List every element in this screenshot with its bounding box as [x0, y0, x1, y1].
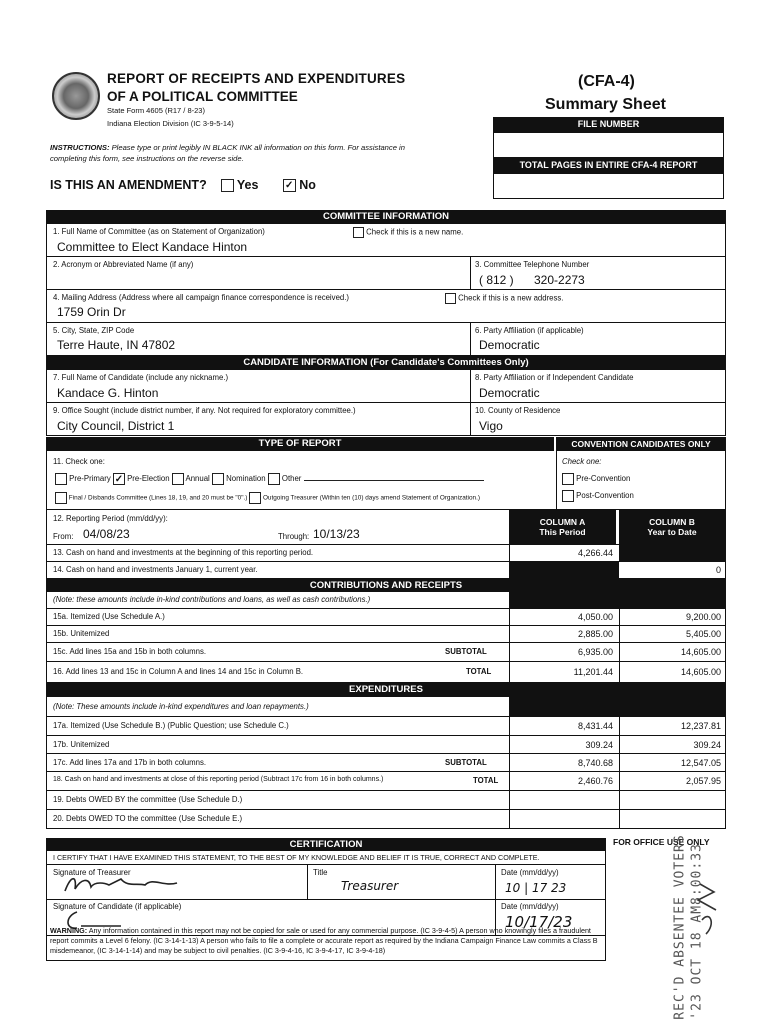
- new-name-label: Check if this is a new name.: [366, 227, 464, 237]
- date-label: Date (mm/dd/yy): [501, 868, 559, 877]
- state-seal: [52, 72, 100, 120]
- candidate-name-row: [46, 370, 726, 403]
- new-name-checkbox[interactable]: [353, 227, 364, 238]
- committee-acronym-row: [46, 257, 726, 290]
- amendment-yes-label: Yes: [236, 178, 259, 192]
- stamp-line2: '23 OCT 18 AM8:00:33: [689, 843, 705, 1020]
- pre-election-checkbox[interactable]: ✓: [114, 474, 124, 485]
- final-outgoing-row: [55, 492, 480, 504]
- expenditures-header: EXPENDITURES: [46, 683, 726, 697]
- line-20-label: 20. Debts OWED TO the committee (Use Schedule E.): [53, 814, 243, 823]
- received-stamp: [636, 834, 726, 1020]
- form-name: Summary Sheet: [545, 96, 666, 113]
- expenditures-note-blocked: [509, 697, 725, 716]
- line-13-row: [46, 545, 726, 562]
- new-name-checkbox-row: [353, 227, 463, 238]
- line-18-tag: TOTAL: [473, 776, 499, 785]
- pre-primary-checkbox[interactable]: [55, 473, 67, 485]
- line-17b-label: 17b. Unitemized: [53, 740, 110, 749]
- committee-city-row: [46, 323, 726, 356]
- column-a-title: COLUMN A: [539, 517, 586, 527]
- candidate-party[interactable]: Democratic: [479, 386, 540, 400]
- line-14-col-b[interactable]: 0: [715, 565, 721, 575]
- form-title-line1: REPORT OF RECEIPTS AND EXPENDITURES: [107, 71, 406, 86]
- office-row: [46, 403, 726, 436]
- line-19-label: 19. Debts OWED BY the committee (Use Schedule D.): [53, 795, 243, 804]
- county[interactable]: Vigo: [479, 419, 503, 433]
- reporting-period-row: [46, 510, 726, 545]
- amendment-row: [50, 178, 316, 192]
- warning: [50, 926, 608, 956]
- candidate-name[interactable]: Kandace G. Hinton: [57, 386, 159, 400]
- date2-label: Date (mm/dd/yy): [501, 902, 559, 911]
- amendment-no-checkbox[interactable]: ✓: [283, 179, 296, 192]
- contributions-note-row: [46, 592, 726, 609]
- office-label: 9. Office Sought (include district number, if any. Not required for exploratory committee.): [53, 406, 356, 415]
- candidate-signature-label: Signature of Candidate (if applicable): [53, 902, 182, 911]
- pre-convention-checkbox[interactable]: [562, 473, 574, 485]
- post-convention-row: [562, 490, 634, 502]
- line-15a-label: 15a. Itemized (Use Schedule A.): [53, 612, 165, 621]
- candidate-party-label: 8. Party Affiliation or if Independent Candidate: [475, 373, 634, 382]
- new-address-checkbox[interactable]: [445, 293, 456, 304]
- outgoing-treasurer-label: Outgoing Treasurer (Within ten (10) days amend Statement of Organization.): [262, 494, 480, 502]
- line-15a-col-b[interactable]: 9,200.00: [685, 612, 721, 622]
- period-from[interactable]: 04/08/23: [83, 527, 130, 541]
- line-18-label: 18. Cash on hand and investments at close of this reporting period (Subtract 17c from 16 in both columns.): [53, 776, 384, 783]
- final-disbands-label: Final / Disbands Committee (Lines 18, 19, and 20 must be "0".): [68, 494, 248, 502]
- pre-convention-label: Pre-Convention: [576, 474, 631, 484]
- option-pre-election: Pre-Election: [127, 474, 170, 484]
- from-label: From:: [53, 532, 74, 541]
- final-disbands-checkbox[interactable]: [55, 492, 67, 504]
- line-15c-col-a[interactable]: 6,935.00: [577, 647, 613, 657]
- option-nomination: Nomination: [226, 474, 266, 484]
- other-field[interactable]: [304, 480, 484, 481]
- county-label: 10. County of Residence: [475, 406, 561, 415]
- address-label: 4. Mailing Address (Address where all campaign finance correspondence is received.): [53, 293, 349, 302]
- candidate-header: CANDIDATE INFORMATION (For Candidate's Committees Only): [46, 356, 726, 370]
- office-sought[interactable]: City Council, District 1: [57, 419, 175, 433]
- amendment-yes-checkbox[interactable]: [221, 179, 234, 192]
- line-20-row: [46, 810, 726, 829]
- line-13-label: 13. Cash on hand and investments at the beginning of this reporting period.: [53, 548, 314, 557]
- treasurer-signature-label: Signature of Treasurer: [53, 868, 131, 877]
- line-17a-col-a[interactable]: 8,431.44: [577, 721, 613, 731]
- certification-header: CERTIFICATION: [46, 838, 606, 851]
- committee-party[interactable]: Democratic: [479, 338, 540, 352]
- conv-check-one: Check one:: [562, 457, 602, 466]
- instructions-text: Please type or print legibly IN BLACK INK all information on this form. For assistance in completing this form, see instructions on the reverse side.: [50, 143, 405, 163]
- line-14-label: 14. Cash on hand and investments January 1, current year.: [53, 565, 258, 574]
- amendment-no-label: No: [299, 178, 316, 192]
- committee-address-row: [46, 290, 726, 323]
- instructions-label: INSTRUCTIONS:: [50, 143, 110, 152]
- file-number-field[interactable]: [493, 132, 724, 158]
- line-15a-col-a[interactable]: 4,050.00: [577, 612, 613, 622]
- line-17c-row: [46, 754, 726, 772]
- expenditures-note-row: [46, 697, 726, 717]
- line-19-row: [46, 791, 726, 810]
- city-label: 5. City, State, ZIP Code: [53, 326, 135, 335]
- line-16-row: [46, 662, 726, 683]
- line-16-col-a[interactable]: 11,201.44: [573, 667, 613, 677]
- line-15c-row: [46, 643, 726, 662]
- title-value[interactable]: Treasurer: [341, 879, 399, 893]
- committee-name-label: 1. Full Name of Committee (as on Statement of Organization): [53, 227, 265, 236]
- line-17c-col-b[interactable]: 12,547.05: [680, 758, 721, 768]
- election-division: Indiana Election Division (IC 3-9-5-14): [107, 119, 234, 128]
- expenditures-note: (Note: These amounts include in-kind expenditures and loan repayments.): [53, 702, 309, 711]
- type-of-report-header: TYPE OF REPORT: [46, 437, 554, 451]
- through-label: Through:: [278, 532, 310, 541]
- period-label: 12. Reporting Period (mm/dd/yy):: [53, 514, 168, 523]
- line-15b-col-b[interactable]: 5,405.00: [685, 629, 721, 639]
- treasurer-signature[interactable]: [61, 873, 201, 897]
- line-14-col-a-blocked: [509, 562, 619, 578]
- column-b-header: [619, 510, 725, 544]
- state-form-number: State Form 4605 (R17 / 8-23): [107, 106, 205, 115]
- total-pages-label: TOTAL PAGES IN ENTIRE CFA-4 REPORT: [493, 158, 724, 173]
- office-use-label: FOR OFFICE USE ONLY: [613, 837, 710, 847]
- stamp-line1: REC'D ABSENTEE VOTERS: [672, 834, 688, 1020]
- committee-name-row: [46, 224, 726, 257]
- line-16-col-b[interactable]: 14,605.00: [680, 667, 721, 677]
- committee-name[interactable]: Committee to Elect Kandace Hinton: [57, 240, 248, 254]
- period-through[interactable]: 10/13/23: [313, 527, 360, 541]
- instructions: [50, 142, 430, 164]
- column-a-header: [509, 510, 616, 544]
- phone-area-code[interactable]: ( 812 ): [479, 273, 514, 287]
- form-code: (CFA-4): [578, 73, 635, 90]
- new-address-label: Check if this is a new address.: [458, 293, 564, 303]
- line-15c-col-b[interactable]: 14,605.00: [680, 647, 721, 657]
- nomination-checkbox[interactable]: [212, 473, 224, 485]
- option-annual: Annual: [185, 474, 210, 484]
- column-b-subtitle: Year to Date: [647, 527, 697, 537]
- line-16-tag: TOTAL: [466, 667, 492, 676]
- line-17b-col-a[interactable]: 309.24: [585, 740, 613, 750]
- line-16-label: 16. Add lines 13 and 15c in Column A and lines 14 and 15c in Column B.: [53, 667, 304, 676]
- committee-header: COMMITTEE INFORMATION: [46, 210, 726, 224]
- line-17c-tag: SUBTOTAL: [445, 758, 487, 767]
- annual-checkbox[interactable]: [172, 473, 184, 485]
- form-title-line2: OF A POLITICAL COMMITTEE: [107, 89, 298, 104]
- mailing-address[interactable]: 1759 Orin Dr: [57, 305, 126, 319]
- pre-convention-row: [562, 473, 630, 485]
- contributions-note-blocked: [509, 592, 725, 608]
- line-14-row: [46, 562, 726, 579]
- line-18-col-b[interactable]: 2,057.95: [685, 776, 721, 786]
- line-17c-label: 17c. Add lines 17a and 17b in both columns.: [53, 758, 207, 767]
- outgoing-treasurer-checkbox[interactable]: [249, 492, 261, 504]
- line-18-row: [46, 772, 726, 791]
- certification-statement: I CERTIFY THAT I HAVE EXAMINED THIS STATEMENT, TO THE BEST OF MY KNOWLEDGE AND BELIEF IT IS TRUE, CORRECT AND COMPLETE.: [53, 853, 540, 862]
- line-15a-row: [46, 609, 726, 626]
- party-label: 6. Party Affiliation (if applicable): [475, 326, 584, 335]
- report-type-box: [46, 451, 726, 510]
- title-label: Title: [313, 868, 328, 877]
- line-15b-col-a[interactable]: 2,885.00: [577, 629, 613, 639]
- post-convention-label: Post-Convention: [576, 491, 634, 501]
- file-number-label: FILE NUMBER: [493, 117, 724, 132]
- line-18-col-a[interactable]: 2,460.76: [577, 776, 613, 786]
- contributions-header: CONTRIBUTIONS AND RECEIPTS: [46, 579, 726, 592]
- phone-label: 3. Committee Telephone Number: [475, 260, 590, 269]
- total-pages-field[interactable]: [493, 173, 724, 199]
- phone-number[interactable]: 320-2273: [534, 273, 585, 287]
- column-b-title: COLUMN B: [649, 517, 695, 527]
- line-13-col-b-blocked: [619, 545, 725, 561]
- report-type-options: [55, 473, 484, 485]
- initials-mark: [692, 880, 722, 940]
- line-15c-label: 15c. Add lines 15a and 15b in both columns.: [53, 647, 207, 656]
- check-one-label: 11. Check one:: [53, 457, 105, 466]
- line-17b-row: [46, 736, 726, 754]
- line-13-col-a[interactable]: 4,266.44: [577, 548, 613, 558]
- amendment-question: IS THIS AN AMENDMENT?: [50, 178, 207, 192]
- contributions-note: (Note: these amounts include in-kind contributions and loans, as well as cash contributions.): [53, 595, 371, 604]
- warning-text: Any information contained in this report may not be copied for sale or used for any commercial purpose. (IC 3-9-4-5) A person who knowingly files a fraudulent report commits a Level 6 felony. (IC 3-14-1-13) A person who fails to file a complete or accurate report as required by the Indiana Campaign Finance Law commits a Class B misdemeanor, (IC 3-14-1-14) and may be subject to civil penalties. (IC 3-9-4-16, IC 3-9-4-17, IC 3-9-4-18): [50, 926, 598, 955]
- column-a-subtitle: This Period: [539, 527, 586, 537]
- date-value[interactable]: 10 | 17 23: [505, 881, 567, 895]
- other-checkbox[interactable]: [268, 473, 280, 485]
- warning-label: WARNING:: [50, 926, 88, 935]
- date2-value[interactable]: 10/17/23: [505, 913, 573, 931]
- candidate-name-label: 7. Full Name of Candidate (include any nickname.): [53, 373, 229, 382]
- line-17a-row: [46, 717, 726, 736]
- line-17a-label: 17a. Itemized (Use Schedule B.) (Public Question; use Schedule C.): [53, 721, 289, 730]
- new-address-checkbox-row: [445, 293, 563, 304]
- option-pre-primary: Pre-Primary: [69, 474, 111, 484]
- line-15c-tag: SUBTOTAL: [445, 647, 487, 656]
- line-17b-col-b[interactable]: 309.24: [693, 740, 721, 750]
- convention-header: CONVENTION CANDIDATES ONLY: [556, 437, 726, 451]
- city-state-zip[interactable]: Terre Haute, IN 47802: [57, 338, 176, 352]
- post-convention-checkbox[interactable]: [562, 490, 574, 502]
- line-17c-col-a[interactable]: 8,740.68: [577, 758, 613, 768]
- line-17a-col-b[interactable]: 12,237.81: [680, 721, 721, 731]
- line-15b-label: 15b. Unitemized: [53, 629, 110, 638]
- option-other: Other: [281, 474, 302, 484]
- line-15b-row: [46, 626, 726, 643]
- acronym-label: 2. Acronym or Abbreviated Name (if any): [53, 260, 194, 269]
